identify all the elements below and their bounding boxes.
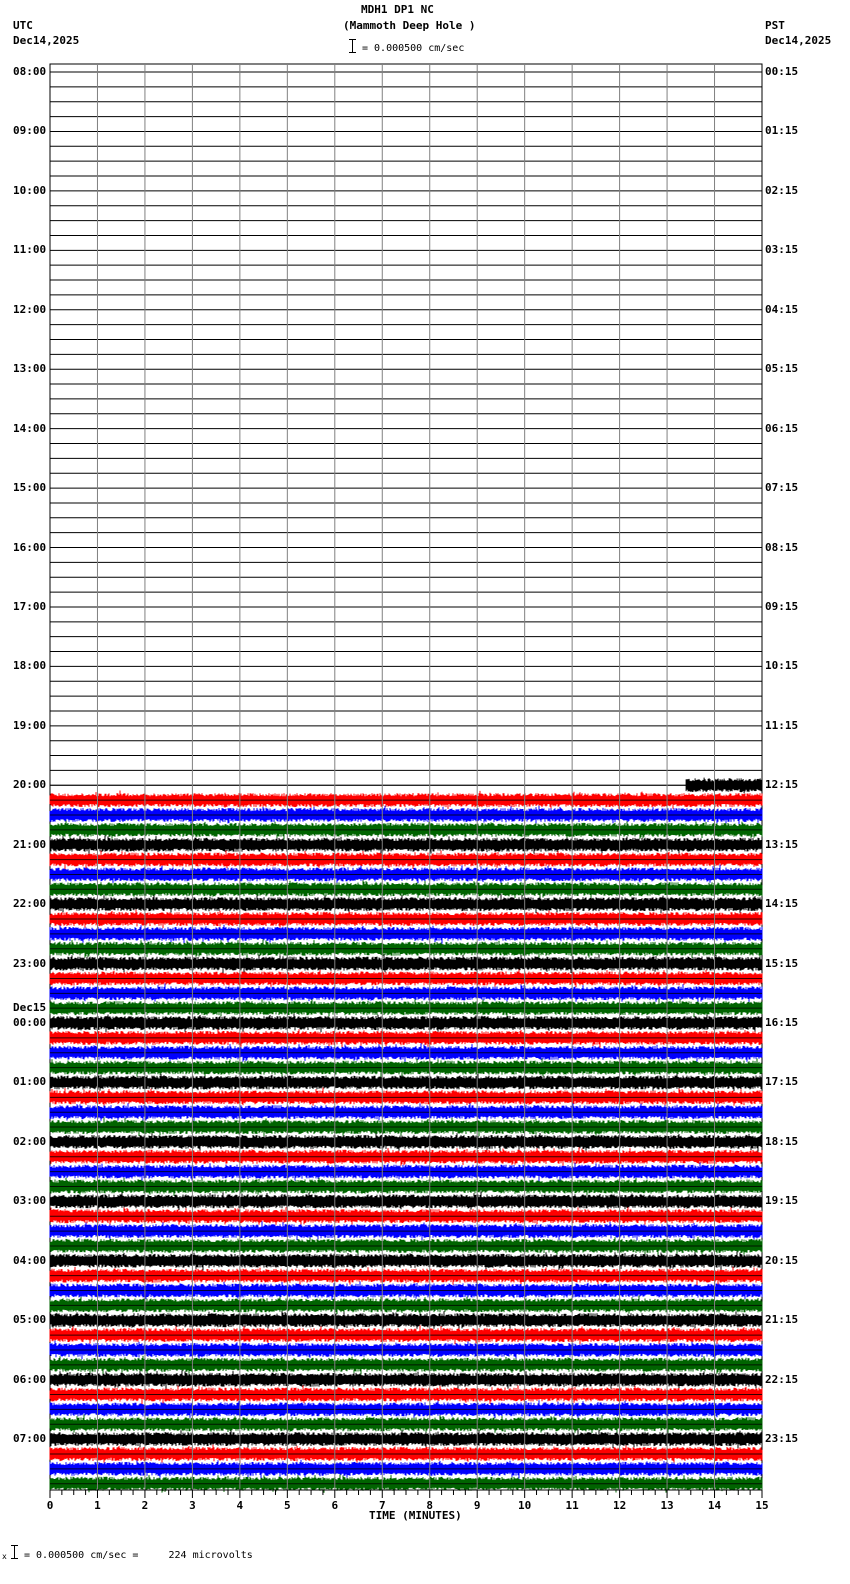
pst-hour-label: 20:15 <box>765 1253 799 1267</box>
utc-hour-label: 07:00 <box>13 1432 47 1446</box>
svg-text:15: 15 <box>755 1499 769 1512</box>
utc-hour-label: 10:00 <box>13 183 47 197</box>
utc-hour-label: 15:00 <box>13 481 47 495</box>
utc-hour-label: 19:00 <box>13 718 47 732</box>
scale-text: = 0.000500 cm/sec <box>362 43 465 54</box>
pst-hour-label: 16:15 <box>765 1016 799 1030</box>
pst-hour-label: 19:15 <box>765 1194 799 1208</box>
pst-hour-label: 21:15 <box>765 1313 799 1327</box>
utc-hour-label: 02:00 <box>13 1134 47 1148</box>
station-location: (Mammoth Deep Hole ) <box>343 19 476 32</box>
utc-hour-label: 22:00 <box>13 897 47 911</box>
svg-text:0: 0 <box>46 1499 54 1512</box>
utc-hour-label: 06:00 <box>13 1372 47 1386</box>
pst-hour-label: 04:15 <box>765 302 799 316</box>
utc-hour-label: 09:00 <box>13 124 47 138</box>
svg-text:2: 2 <box>141 1499 149 1512</box>
pst-hour-label: 11:15 <box>765 718 799 732</box>
svg-text:5: 5 <box>284 1499 291 1512</box>
pst-hour-label: 12:15 <box>765 778 799 792</box>
svg-text:14: 14 <box>707 1499 722 1512</box>
svg-text:6: 6 <box>331 1499 339 1512</box>
pst-hour-label: 22:15 <box>765 1372 799 1386</box>
utc-hour-label: 05:00 <box>13 1313 47 1327</box>
svg-text:3: 3 <box>189 1499 196 1512</box>
pst-hour-label: 09:15 <box>765 599 799 613</box>
pst-hour-label: 06:15 <box>765 421 799 435</box>
utc-hour-label: 12:00 <box>13 302 47 316</box>
svg-text:13: 13 <box>660 1499 674 1512</box>
utc-hour-label: 16:00 <box>13 540 47 554</box>
pst-hour-label: 02:15 <box>765 183 799 197</box>
pst-hour-label: 13:15 <box>765 837 799 851</box>
pst-hour-label: 01:15 <box>765 124 799 138</box>
utc-hour-label: 18:00 <box>13 659 47 673</box>
utc-hour-label: 23:00 <box>13 956 47 970</box>
right-date: Dec14,2025 <box>765 34 832 47</box>
pst-hour-label: 10:15 <box>765 659 799 673</box>
utc-hour-label: 08:00 <box>13 65 47 78</box>
footer-scale-prefix: x <box>2 1552 7 1561</box>
svg-text:9: 9 <box>473 1499 481 1512</box>
pst-hour-label: 05:15 <box>765 362 799 376</box>
utc-hour-label: 00:00 <box>13 1016 47 1030</box>
svg-text:11: 11 <box>565 1499 579 1512</box>
station-title: MDH1 DP1 NC <box>361 3 434 16</box>
utc-hour-label: 04:00 <box>13 1253 47 1267</box>
right-timezone: PST <box>765 19 785 32</box>
utc-hour-label: 21:00 <box>13 837 47 851</box>
svg-text:8: 8 <box>426 1499 434 1512</box>
pst-hour-label: 18:15 <box>765 1134 799 1148</box>
utc-hour-label: 13:00 <box>13 362 47 376</box>
svg-text:12: 12 <box>612 1499 627 1512</box>
utc-date-label: Dec15 <box>13 1001 47 1015</box>
utc-hour-label: 01:00 <box>13 1075 47 1089</box>
pst-hour-label: 08:15 <box>765 540 799 554</box>
svg-text:7: 7 <box>378 1499 386 1512</box>
x-axis-title: TIME (MINUTES) <box>369 1509 462 1522</box>
svg-text:10: 10 <box>518 1499 532 1512</box>
utc-hour-label: 03:00 <box>13 1194 47 1208</box>
pst-hour-label: 17:15 <box>765 1075 799 1089</box>
pst-hour-label: 03:15 <box>765 243 799 257</box>
footer-scale-text: = 0.000500 cm/sec = 224 microvolts <box>24 1550 253 1561</box>
utc-hour-label: 11:00 <box>13 243 47 257</box>
pst-hour-label: 15:15 <box>765 956 799 970</box>
left-timezone: UTC <box>13 19 33 32</box>
svg-text:4: 4 <box>236 1499 244 1512</box>
pst-hour-label: 14:15 <box>765 897 799 911</box>
utc-hour-label: 17:00 <box>13 599 47 613</box>
pst-hour-label: 23:15 <box>765 1432 799 1446</box>
pst-hour-label: 00:15 <box>765 65 799 78</box>
footer-scale-bar-icon <box>14 1545 15 1559</box>
svg-text:1: 1 <box>94 1499 101 1512</box>
utc-hour-label: 20:00 <box>13 778 47 792</box>
utc-hour-label: 14:00 <box>13 421 47 435</box>
left-date: Dec14,2025 <box>13 34 80 47</box>
pst-hour-label: 07:15 <box>765 481 799 495</box>
